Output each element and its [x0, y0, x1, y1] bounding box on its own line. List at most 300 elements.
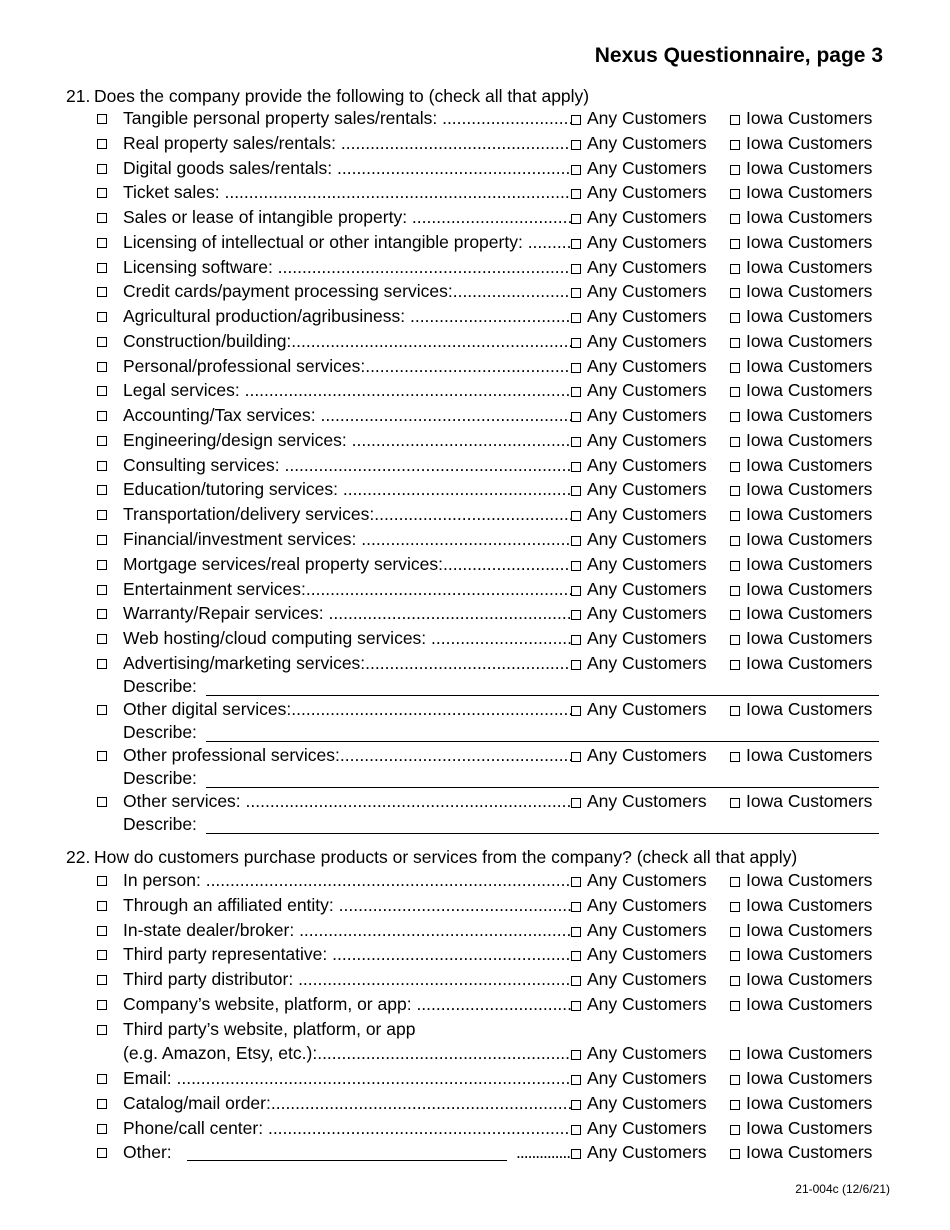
any-customers-option[interactable]: [571, 1118, 707, 1139]
option-label: Iowa Customers: [746, 281, 873, 302]
iowa-customers-option[interactable]: [730, 920, 872, 941]
item-checkbox[interactable]: [97, 164, 107, 174]
item-checkbox[interactable]: [97, 386, 107, 396]
checklist-row-other: [0, 1141, 950, 1166]
option-label: Iowa Customers: [746, 157, 873, 178]
item-label: Third party representative: .....: [123, 944, 571, 965]
item-label: Digital goods sales/rentals: .....: [123, 158, 571, 179]
option-label: Any Customers: [587, 256, 707, 277]
any-customers-option[interactable]: [571, 430, 707, 451]
iowa-customers-checkbox[interactable]: [730, 1075, 740, 1085]
checklist-row: [0, 790, 950, 814]
iowa-customers-option[interactable]: [730, 554, 872, 575]
checklist-row: [0, 919, 950, 944]
iowa-customers-option[interactable]: [730, 158, 872, 179]
any-customers-option[interactable]: [571, 1068, 707, 1089]
any-customers-checkbox[interactable]: [571, 927, 581, 937]
iowa-customers-option[interactable]: [730, 108, 872, 129]
iowa-customers-checkbox[interactable]: [730, 1050, 740, 1060]
any-customers-checkbox[interactable]: [571, 1075, 581, 1085]
item-checkbox[interactable]: [97, 461, 107, 471]
any-customers-option[interactable]: [571, 1093, 707, 1114]
any-customers-checkbox[interactable]: [571, 976, 581, 986]
checklist-row: [0, 652, 950, 676]
option-label: Iowa Customers: [746, 405, 873, 426]
iowa-customers-option[interactable]: [730, 944, 872, 965]
iowa-customers-option[interactable]: [730, 745, 872, 766]
item-label: In person: .....: [123, 870, 571, 891]
any-customers-checkbox[interactable]: [571, 635, 581, 645]
option-label: Any Customers: [587, 628, 707, 649]
item-checkbox[interactable]: [97, 362, 107, 372]
item-checkbox[interactable]: [97, 634, 107, 644]
iowa-customers-checkbox[interactable]: [730, 610, 740, 620]
any-customers-option[interactable]: [571, 207, 707, 228]
item-checkbox[interactable]: [97, 287, 107, 297]
any-customers-option[interactable]: [571, 133, 707, 154]
item-checkbox[interactable]: [97, 560, 107, 570]
item-checkbox[interactable]: [97, 337, 107, 347]
item-checkbox[interactable]: [97, 312, 107, 322]
iowa-customers-option[interactable]: [730, 182, 872, 203]
checklist-row: [0, 553, 950, 578]
item-checkbox[interactable]: [97, 901, 107, 911]
any-customers-checkbox[interactable]: [571, 387, 581, 397]
any-customers-checkbox[interactable]: [571, 239, 581, 249]
iowa-customers-checkbox[interactable]: [730, 239, 740, 249]
question-text: How do customers purchase products or services from the company? (check all that apply): [94, 847, 798, 867]
any-customers-checkbox[interactable]: [571, 706, 581, 716]
any-customers-checkbox[interactable]: [571, 660, 581, 670]
any-customers-checkbox[interactable]: [571, 536, 581, 546]
item-label: Company’s website, platform, or app: .....: [123, 994, 571, 1015]
item-checkbox[interactable]: [97, 876, 107, 886]
checklist-row: [0, 107, 950, 132]
iowa-customers-checkbox[interactable]: [730, 902, 740, 912]
iowa-customers-checkbox[interactable]: [730, 561, 740, 571]
option-label: Any Customers: [587, 1092, 707, 1113]
item-label: Ticket sales: .....: [123, 182, 571, 203]
iowa-customers-option[interactable]: [730, 1118, 872, 1139]
any-customers-checkbox[interactable]: [571, 140, 581, 150]
item-label: Advertising/marketing services: .....: [123, 653, 571, 674]
item-label: Education/tutoring services: .....: [123, 479, 571, 500]
item-checkbox[interactable]: [97, 114, 107, 124]
any-customers-checkbox[interactable]: [571, 412, 581, 422]
checklist-row: [0, 1092, 950, 1117]
any-customers-option[interactable]: [571, 870, 707, 891]
iowa-customers-option[interactable]: [730, 579, 872, 600]
any-customers-checkbox[interactable]: [571, 189, 581, 199]
iowa-customers-checkbox[interactable]: [730, 264, 740, 274]
iowa-customers-checkbox[interactable]: [730, 1100, 740, 1110]
any-customers-option[interactable]: [571, 628, 707, 649]
item-checkbox[interactable]: [97, 1000, 107, 1010]
describe-field[interactable]: [0, 768, 950, 790]
option-label: Any Customers: [587, 132, 707, 153]
any-customers-checkbox[interactable]: [571, 288, 581, 298]
any-customers-checkbox[interactable]: [571, 462, 581, 472]
iowa-customers-checkbox[interactable]: [730, 486, 740, 496]
iowa-customers-option[interactable]: [730, 791, 872, 812]
checklist-row: [0, 206, 950, 231]
any-customers-option[interactable]: [571, 182, 707, 203]
option-label: Iowa Customers: [746, 380, 873, 401]
option-label: Any Customers: [587, 1068, 707, 1089]
iowa-customers-checkbox[interactable]: [730, 288, 740, 298]
any-customers-checkbox[interactable]: [571, 951, 581, 961]
any-customers-option[interactable]: [571, 232, 707, 253]
option-label: Iowa Customers: [746, 479, 873, 500]
checklist-row: [0, 132, 950, 157]
any-customers-checkbox[interactable]: [571, 1100, 581, 1110]
checklist-row: [0, 894, 950, 919]
item-checkbox[interactable]: [97, 751, 107, 761]
any-customers-checkbox[interactable]: [571, 363, 581, 373]
any-customers-option[interactable]: [571, 920, 707, 941]
iowa-customers-option[interactable]: [730, 895, 872, 916]
describe-label: Describe:: [123, 721, 197, 742]
option-label: Iowa Customers: [746, 108, 873, 128]
any-customers-option[interactable]: [571, 895, 707, 916]
iowa-customers-option[interactable]: [730, 1093, 872, 1114]
iowa-customers-option[interactable]: [730, 504, 872, 525]
iowa-customers-option[interactable]: [730, 603, 872, 624]
iowa-customers-option[interactable]: [730, 306, 872, 327]
iowa-customers-option[interactable]: [730, 628, 872, 649]
q22-list: [0, 869, 950, 1166]
item-label: Financial/investment services: .....: [123, 529, 571, 550]
any-customers-option[interactable]: [571, 158, 707, 179]
iowa-customers-checkbox[interactable]: [730, 752, 740, 762]
item-checkbox[interactable]: [97, 1124, 107, 1134]
form-id: 21-004c (12/6/21): [795, 1182, 890, 1196]
option-label: Any Customers: [587, 231, 707, 252]
iowa-customers-option[interactable]: [730, 356, 872, 377]
iowa-customers-option[interactable]: [730, 529, 872, 550]
any-customers-option[interactable]: [571, 331, 707, 352]
item-checkbox[interactable]: [97, 485, 107, 495]
item-label: Entertainment services: .....: [123, 579, 571, 600]
iowa-customers-option[interactable]: [730, 994, 872, 1015]
checklist-row: [0, 355, 950, 380]
item-label: Engineering/design services: .....: [123, 430, 571, 451]
item-label: Through an affiliated entity: .....: [123, 895, 571, 916]
option-label: Any Customers: [587, 504, 707, 525]
item-label: (e.g. Amazon, Etsy, etc.): .....: [123, 1043, 571, 1064]
item-checkbox[interactable]: [97, 263, 107, 273]
checklist-row: [0, 454, 950, 479]
iowa-customers-option[interactable]: [730, 653, 872, 674]
iowa-customers-option[interactable]: [730, 232, 872, 253]
item-checkbox[interactable]: [97, 238, 107, 248]
option-label: Iowa Customers: [746, 207, 873, 228]
option-label: Any Customers: [587, 355, 707, 376]
any-customers-option[interactable]: [571, 529, 707, 550]
any-customers-option[interactable]: [571, 380, 707, 401]
describe-line[interactable]: [206, 741, 879, 742]
item-label: Other services: .....: [123, 791, 571, 812]
iowa-customers-checkbox[interactable]: [730, 140, 740, 150]
item-label: Consulting services: .....: [123, 455, 571, 476]
any-customers-option[interactable]: [571, 1043, 707, 1064]
any-customers-checkbox[interactable]: [571, 511, 581, 521]
any-customers-checkbox[interactable]: [571, 214, 581, 224]
iowa-customers-checkbox[interactable]: [730, 1001, 740, 1011]
checklist-row: [0, 181, 950, 206]
iowa-customers-checkbox[interactable]: [730, 1125, 740, 1135]
any-customers-option[interactable]: [571, 306, 707, 327]
option-label: Iowa Customers: [746, 454, 873, 475]
option-label: Any Customers: [587, 479, 707, 500]
item-label: Catalog/mail order: .....: [123, 1093, 571, 1114]
any-customers-option[interactable]: [571, 479, 707, 500]
any-customers-option[interactable]: [571, 257, 707, 278]
option-label: Any Customers: [587, 529, 707, 550]
iowa-customers-checkbox[interactable]: [730, 660, 740, 670]
item-checkbox[interactable]: [97, 1025, 107, 1035]
iowa-customers-option[interactable]: [730, 699, 872, 720]
option-label: Any Customers: [587, 919, 707, 940]
option-label: Iowa Customers: [746, 1142, 873, 1163]
option-label: Iowa Customers: [746, 790, 873, 811]
any-customers-checkbox[interactable]: [571, 115, 581, 125]
iowa-customers-checkbox[interactable]: [730, 214, 740, 224]
item-label: Licensing software: .....: [123, 257, 571, 278]
any-customers-option[interactable]: [571, 745, 707, 766]
option-label: Iowa Customers: [746, 429, 873, 450]
iowa-customers-option[interactable]: [730, 479, 872, 500]
iowa-customers-checkbox[interactable]: [730, 437, 740, 447]
describe-label: Describe:: [123, 675, 197, 696]
option-label: Iowa Customers: [746, 919, 873, 940]
any-customers-option[interactable]: [571, 944, 707, 965]
describe-line[interactable]: [206, 833, 879, 834]
other-input-line[interactable]: [187, 1160, 507, 1161]
item-label: Tangible personal property sales/rentals: .....: [123, 108, 571, 129]
iowa-customers-checkbox[interactable]: [730, 1149, 740, 1159]
iowa-customers-checkbox[interactable]: [730, 387, 740, 397]
item-checkbox[interactable]: [97, 1074, 107, 1084]
option-label: Iowa Customers: [746, 330, 873, 351]
any-customers-checkbox[interactable]: [571, 561, 581, 571]
option-label: Any Customers: [587, 405, 707, 426]
iowa-customers-option[interactable]: [730, 331, 872, 352]
item-checkbox[interactable]: [97, 659, 107, 669]
checklist-row: [0, 379, 950, 404]
any-customers-option[interactable]: [571, 281, 707, 302]
option-label: Iowa Customers: [746, 1043, 873, 1064]
item-checkbox[interactable]: [97, 609, 107, 619]
iowa-customers-checkbox[interactable]: [730, 927, 740, 937]
item-label: Other professional services: .....: [123, 745, 571, 766]
option-label: Any Customers: [587, 969, 707, 990]
iowa-customers-option[interactable]: [730, 870, 872, 891]
item-label: Third party distributor: .....: [123, 969, 571, 990]
describe-field[interactable]: [0, 814, 950, 836]
item-checkbox[interactable]: [97, 705, 107, 715]
question-22: [66, 847, 797, 868]
any-customers-option[interactable]: [571, 405, 707, 426]
any-customers-option[interactable]: [571, 455, 707, 476]
item-checkbox[interactable]: [97, 411, 107, 421]
any-customers-checkbox[interactable]: [571, 1001, 581, 1011]
iowa-customers-option[interactable]: [730, 1142, 872, 1163]
item-label: Agricultural production/agribusiness: .....: [123, 306, 571, 327]
item-checkbox[interactable]: [97, 975, 107, 985]
item-label: Personal/professional services: .....: [123, 356, 571, 377]
item-checkbox[interactable]: [97, 535, 107, 545]
describe-field[interactable]: [0, 722, 950, 744]
any-customers-checkbox[interactable]: [571, 610, 581, 620]
iowa-customers-checkbox[interactable]: [730, 165, 740, 175]
iowa-customers-option[interactable]: [730, 430, 872, 451]
describe-field[interactable]: [0, 676, 950, 698]
item-checkbox[interactable]: [97, 1099, 107, 1109]
any-customers-option[interactable]: [571, 653, 707, 674]
option-label: Any Customers: [587, 454, 707, 475]
any-customers-checkbox[interactable]: [571, 1149, 581, 1159]
iowa-customers-checkbox[interactable]: [730, 363, 740, 373]
option-label: Any Customers: [587, 306, 707, 327]
item-checkbox[interactable]: [97, 188, 107, 198]
iowa-customers-checkbox[interactable]: [730, 635, 740, 645]
option-label: Any Customers: [587, 108, 707, 128]
question-21: [66, 86, 589, 107]
item-checkbox[interactable]: [97, 950, 107, 960]
describe-line[interactable]: [206, 787, 879, 788]
iowa-customers-checkbox[interactable]: [730, 462, 740, 472]
any-customers-option[interactable]: [571, 791, 707, 812]
any-customers-checkbox[interactable]: [571, 264, 581, 274]
iowa-customers-checkbox[interactable]: [730, 536, 740, 546]
item-label: Credit cards/payment processing services: .....: [123, 281, 571, 302]
iowa-customers-checkbox[interactable]: [730, 877, 740, 887]
option-label: Iowa Customers: [746, 553, 873, 574]
any-customers-checkbox[interactable]: [571, 877, 581, 887]
any-customers-checkbox[interactable]: [571, 165, 581, 175]
option-label: Iowa Customers: [746, 529, 873, 550]
iowa-customers-checkbox[interactable]: [730, 189, 740, 199]
iowa-customers-option[interactable]: [730, 969, 872, 990]
option-label: Iowa Customers: [746, 355, 873, 376]
checklist-row: [0, 869, 950, 894]
item-checkbox[interactable]: [97, 436, 107, 446]
describe-label: Describe:: [123, 767, 197, 788]
item-checkbox[interactable]: [97, 213, 107, 223]
option-label: Iowa Customers: [746, 628, 873, 649]
iowa-customers-checkbox[interactable]: [730, 798, 740, 808]
item-label: Sales or lease of intangible property: .....: [123, 207, 571, 228]
any-customers-option[interactable]: [571, 108, 707, 129]
iowa-customers-checkbox[interactable]: [730, 706, 740, 716]
any-customers-option[interactable]: [571, 603, 707, 624]
describe-line[interactable]: [206, 695, 879, 696]
iowa-customers-checkbox[interactable]: [730, 412, 740, 422]
iowa-customers-checkbox[interactable]: [730, 338, 740, 348]
checklist-row: [0, 503, 950, 528]
any-customers-checkbox[interactable]: [571, 1125, 581, 1135]
any-customers-option[interactable]: [571, 699, 707, 720]
iowa-customers-option[interactable]: [730, 380, 872, 401]
item-checkbox[interactable]: [97, 926, 107, 936]
item-checkbox[interactable]: [97, 1148, 107, 1158]
option-label: Any Customers: [587, 744, 707, 765]
option-label: Any Customers: [587, 944, 707, 965]
item-label: Licensing of intellectual or other intangible property: .....: [123, 232, 571, 253]
any-customers-checkbox[interactable]: [571, 1050, 581, 1060]
any-customers-checkbox[interactable]: [571, 902, 581, 912]
any-customers-checkbox[interactable]: [571, 798, 581, 808]
any-customers-checkbox[interactable]: [571, 338, 581, 348]
iowa-customers-checkbox[interactable]: [730, 976, 740, 986]
iowa-customers-option[interactable]: [730, 1068, 872, 1089]
iowa-customers-checkbox[interactable]: [730, 511, 740, 521]
any-customers-option[interactable]: [571, 579, 707, 600]
item-checkbox[interactable]: [97, 139, 107, 149]
iowa-customers-option[interactable]: [730, 1043, 872, 1064]
iowa-customers-checkbox[interactable]: [730, 951, 740, 961]
iowa-customers-option[interactable]: [730, 455, 872, 476]
describe-label: Describe:: [123, 813, 197, 834]
iowa-customers-option[interactable]: [730, 207, 872, 228]
leader-dots: ..............: [516, 1142, 571, 1163]
iowa-customers-option[interactable]: [730, 133, 872, 154]
checklist-row: [0, 993, 950, 1018]
option-label: Any Customers: [587, 894, 707, 915]
item-label: Web hosting/cloud computing services: .....: [123, 628, 571, 649]
iowa-customers-option[interactable]: [730, 257, 872, 278]
option-label: Any Customers: [587, 698, 707, 719]
any-customers-checkbox[interactable]: [571, 437, 581, 447]
checklist-row: [0, 478, 950, 503]
option-label: Iowa Customers: [746, 578, 873, 599]
option-label: Iowa Customers: [746, 969, 873, 990]
item-checkbox[interactable]: [97, 585, 107, 595]
iowa-customers-option[interactable]: [730, 405, 872, 426]
item-label: Third party’s website, platform, or app: [123, 1018, 416, 1039]
any-customers-checkbox[interactable]: [571, 752, 581, 762]
any-customers-option[interactable]: [571, 504, 707, 525]
iowa-customers-option[interactable]: [730, 281, 872, 302]
checklist-row: [0, 627, 950, 652]
item-checkbox[interactable]: [97, 510, 107, 520]
page-title: Nexus Questionnaire, page 3: [594, 44, 883, 67]
any-customers-checkbox[interactable]: [571, 486, 581, 496]
question-number: 22.: [66, 847, 91, 867]
iowa-customers-checkbox[interactable]: [730, 313, 740, 323]
any-customers-option[interactable]: [571, 994, 707, 1015]
option-label: Any Customers: [587, 790, 707, 811]
option-label: Iowa Customers: [746, 182, 873, 203]
iowa-customers-checkbox[interactable]: [730, 115, 740, 125]
item-label: In-state dealer/broker: .....: [123, 920, 571, 941]
checklist-row: [0, 231, 950, 256]
item-label: Construction/building: .....: [123, 331, 571, 352]
iowa-customers-checkbox[interactable]: [730, 586, 740, 596]
option-label: Iowa Customers: [746, 256, 873, 277]
any-customers-option[interactable]: [571, 969, 707, 990]
any-customers-option[interactable]: [571, 356, 707, 377]
item-label: Warranty/Repair services: .....: [123, 603, 571, 624]
option-label: Any Customers: [587, 157, 707, 178]
any-customers-checkbox[interactable]: [571, 586, 581, 596]
any-customers-option[interactable]: [571, 1142, 707, 1163]
item-checkbox[interactable]: [97, 797, 107, 807]
option-label: Any Customers: [587, 553, 707, 574]
any-customers-option[interactable]: [571, 554, 707, 575]
any-customers-checkbox[interactable]: [571, 313, 581, 323]
